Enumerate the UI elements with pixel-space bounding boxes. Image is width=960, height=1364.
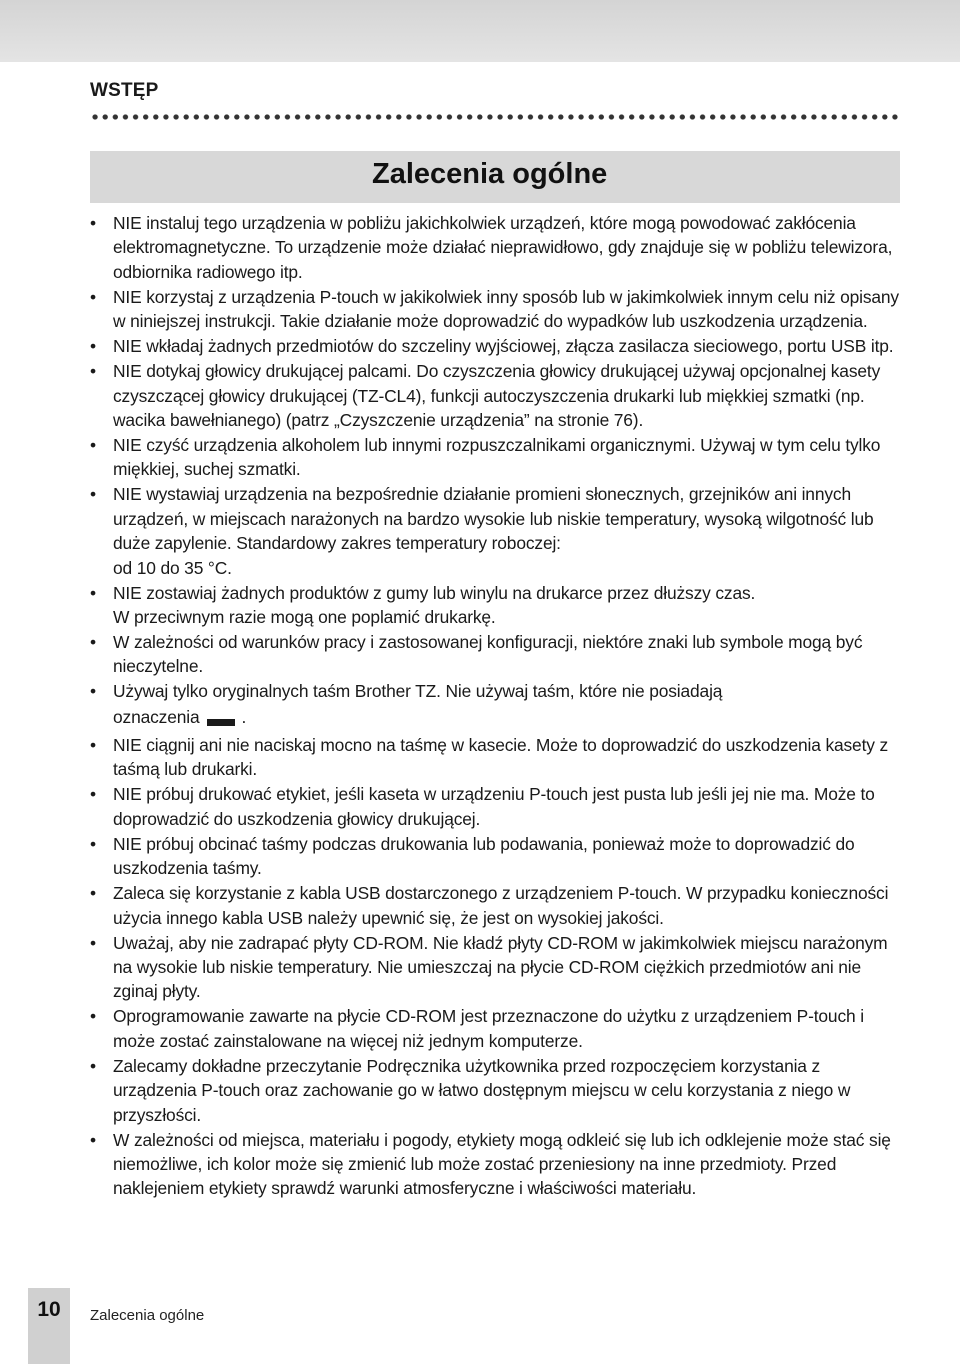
list-item (0, 832, 960, 881)
bullet-icon: • (90, 286, 96, 307)
list-item-text: NIE ciągnij ani nie naciskaj mocno na taśmę w kasecie. Może to doprowadzić do uszkodzenia kasety z taśmą lub drukarki. (113, 734, 889, 780)
list-item (0, 285, 960, 334)
recommendations-list (0, 211, 960, 1201)
list-item-text-end: . (241, 706, 247, 727)
bullet-icon: • (90, 361, 96, 382)
list-item-text: W zależności od miejsca, materiału i pogody, etykiety mogą odkleić się lub ich odklejenie może stać się niemożliwe, ich kolor może się zmienić lub może zostać przeniesiony na inne przedmioty. Przed naklejeniem etykiety sprawdź warunki atmosferyczne i właściwości materiału. (113, 1129, 891, 1199)
dotted-rule (90, 112, 900, 122)
page-number: 10 (37, 1298, 61, 1321)
bullet-icon: • (90, 734, 96, 755)
list-item (0, 211, 960, 284)
list-item (0, 482, 960, 580)
bullet-icon: • (90, 336, 96, 357)
bullet-icon: • (90, 932, 96, 953)
page-heading: Zalecenia ogólne (372, 158, 608, 190)
bullet-icon: • (90, 1055, 96, 1076)
list-item (0, 679, 960, 732)
tz-tape-logo-icon (203, 704, 241, 732)
list-item-text: Uważaj, aby nie zadrapać płyty CD-ROM. Nie kładź płyty CD-ROM w jakimkolwiek miejscu narażonym na wysokie lub niskie temperatury. Nie umieszczaj na płycie CD-ROM ciężkich przedmiotów ani nie zginaj płyty. (113, 932, 888, 1002)
bullet-icon: • (90, 582, 96, 603)
list-item (0, 733, 960, 782)
list-item (0, 1054, 960, 1127)
list-item (0, 581, 960, 630)
list-item (0, 1004, 960, 1053)
bullet-icon: • (90, 833, 96, 854)
list-item-text: Zaleca się korzystanie z kabla USB dostarczonego z urządzeniem P-touch. W przypadku konieczności użycia innego kabla USB należy upewnić się, że jest on wysokiej jakości. (113, 883, 889, 928)
list-item-text: Zalecamy dokładne przeczytanie Podręcznika użytkownika przed rozpoczęciem korzystania z urządzenia P-touch oraz zachowanie go w łatwo dostępnym miejscu w celu korzystania z niego w przyszłości. (113, 1055, 851, 1125)
list-item (0, 881, 960, 930)
list-item-text: NIE zostawiaj żadnych produktów z gumy lub winylu na drukarce przez dłuższy czas. (113, 582, 756, 603)
list-item-text-line2: W przeciwnym razie mogą one poplamić drukarkę. (113, 607, 496, 628)
list-item-text: NIE wystawiaj urządzenia na bezpośrednie działanie promieni słonecznych, grzejników ani innych urządzeń, w miejscach narażonych na bardzo wysokie lub niskie temperatury, wysoką wilgotność lub duże zapylenie. Standardowy zakres temperatury roboczej: (113, 484, 874, 554)
list-item-text-line2: oznaczenia (113, 706, 200, 727)
list-item (0, 630, 960, 679)
bullet-icon: • (90, 784, 96, 805)
list-item-text: W zależności od warunków pracy i zastosowanej konfiguracji, niektóre znaki lub symbole mogą być nieczytelne. (113, 632, 863, 677)
bullet-icon: • (90, 484, 96, 505)
list-item-text: NIE próbuj obcinać taśmy podczas drukowania lub podawania, ponieważ może to doprowadzić do uszkodzenia taśmy. (113, 833, 855, 879)
bullet-icon: • (90, 1006, 96, 1027)
bullet-icon: • (90, 681, 96, 702)
list-item-text: NIE instaluj tego urządzenia w pobliżu jakichkolwiek urządzeń, które mogą powodować zakłócenia elektromagnetyczne. To urządzenie może działać nieprawidłowo, gdy znajduje się w pobliżu telewizora, odbiornika radiowego itp. (113, 213, 893, 282)
bullet-icon: • (90, 883, 96, 904)
list-item (0, 1128, 960, 1201)
top-band (0, 0, 960, 62)
list-item-text-line2: od 10 do 35 °C. (113, 557, 232, 578)
list-item-text: NIE czyść urządzenia alkoholem lub innymi rozpuszczalnikami organicznymi. Używaj w tym celu tylko miękkiej, suchej szmatki. (113, 435, 881, 480)
bullet-icon: • (90, 1129, 96, 1150)
section-title: WSTĘP (90, 80, 159, 101)
list-item-text: NIE korzystaj z urządzenia P-touch w jakikolwiek inny sposób lub w jakimkolwiek innym celu niż opisany w niniejszej instrukcji. Takie działanie może doprowadzić do wypadków lub uszkodzenia urządzenia. (113, 286, 899, 332)
list-item (0, 931, 960, 1004)
bullet-icon: • (90, 435, 96, 456)
list-item (0, 433, 960, 482)
bullet-icon: • (90, 632, 96, 653)
bullet-icon: • (90, 213, 96, 233)
list-item-text: NIE wkładaj żadnych przedmiotów do szczeliny wyjściowej, złącza zasilacza sieciowego, portu USB itp. (113, 336, 894, 357)
list-item-text: Oprogramowanie zawarte na płycie CD-ROM jest przeznaczone do użytku z urządzeniem P-touch i może zostać zainstalowane na więcej niż jednym komputerze. (113, 1006, 864, 1051)
list-item (0, 334, 960, 358)
list-item-text: Używaj tylko oryginalnych taśm Brother TZ. Nie używaj taśm, które nie posiadają (113, 681, 723, 702)
list-item (0, 359, 960, 432)
list-item-text: NIE dotykaj głowicy drukującej palcami. Do czyszczenia głowicy drukującej używaj opcjonalnej kasety czyszczącej głowicy drukującej (TZ-CL4), funkcji autoczyszczenia drukarki lub miękkiej szmatki (np. wacika bawełnianego) (patrz „Czyszczenie urządzenia” na stronie 76). (113, 361, 881, 431)
list-item (0, 782, 960, 831)
list-item-text: NIE próbuj drukować etykiet, jeśli kaseta w urządzeniu P-touch jest pusta lub jeśli jej nie ma. Może to doprowadzić do uszkodzenia głowicy drukującej. (113, 784, 875, 829)
footer-label: Zalecenia ogólne (90, 1307, 205, 1324)
